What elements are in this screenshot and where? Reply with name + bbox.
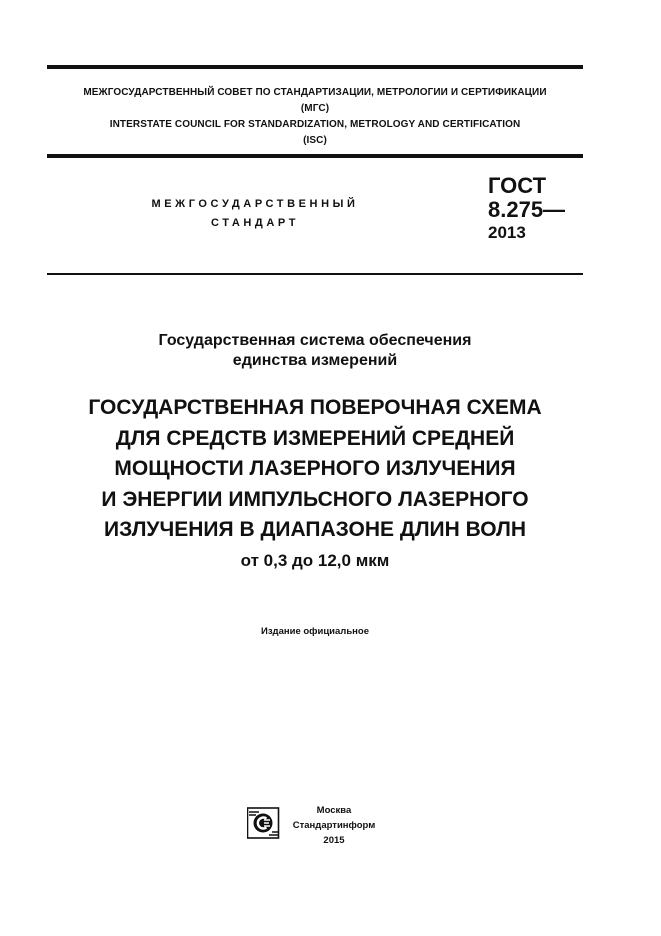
title-line: ГОСУДАРСТВЕННАЯ ПОВЕРОЧНАЯ СХЕМА [88, 396, 542, 419]
publisher-name: Стандартинформ [292, 820, 376, 831]
top-divider [47, 65, 583, 69]
designation-year: 2013 [488, 223, 526, 242]
standard-designation [488, 173, 565, 245]
subtitle-line1: Государственная система обеспечения [158, 332, 472, 349]
publisher-city: Москва [316, 805, 352, 816]
publisher-year: 2015 [323, 835, 345, 846]
council-name-en: INTERSTATE COUNCIL FOR STANDARDIZATION, METROLOGY AND CERTIFICATION [109, 119, 521, 130]
standard-type [110, 195, 400, 233]
publisher-info [284, 803, 384, 848]
designation-divider [47, 273, 583, 275]
title-wavelength-range: от 0,3 до 12,0 мкм [240, 550, 390, 570]
standard-type-line1: МЕЖГОСУДАРСТВЕННЫЙ [151, 198, 359, 210]
edition-note: Издание официальное [261, 626, 369, 637]
title-line: ИЗЛУЧЕНИЯ В ДИАПАЗОНЕ ДЛИН ВОЛН [103, 518, 527, 541]
title-line: И ЭНЕРГИИ ИМПУЛЬСНОГО ЛАЗЕРНОГО [101, 487, 529, 511]
standartinform-logo-icon [247, 807, 281, 839]
subtitle-line2: единства измерений [232, 352, 398, 369]
document-title [30, 393, 600, 576]
header-divider [47, 154, 583, 158]
designation-number: 8.275— [488, 197, 566, 222]
council-abbr-en: (ISC) [303, 135, 327, 146]
series-subtitle [47, 331, 583, 371]
designation-prefix: ГОСТ [488, 173, 547, 198]
council-header [47, 85, 583, 149]
title-line: МОЩНОСТИ ЛАЗЕРНОГО ИЗЛУЧЕНИЯ [114, 457, 516, 480]
council-abbr-ru: (МГС) [300, 103, 330, 114]
standard-type-line2: СТАНДАРТ [210, 217, 300, 229]
title-line: ДЛЯ СРЕДСТВ ИЗМЕРЕНИЙ СРЕДНЕЙ [115, 426, 515, 450]
council-name-ru: МЕЖГОСУДАРСТВЕННЫЙ СОВЕТ ПО СТАНДАРТИЗАЦИИ, МЕТРОЛОГИИ И СЕРТИФИКАЦИИ [83, 87, 547, 98]
